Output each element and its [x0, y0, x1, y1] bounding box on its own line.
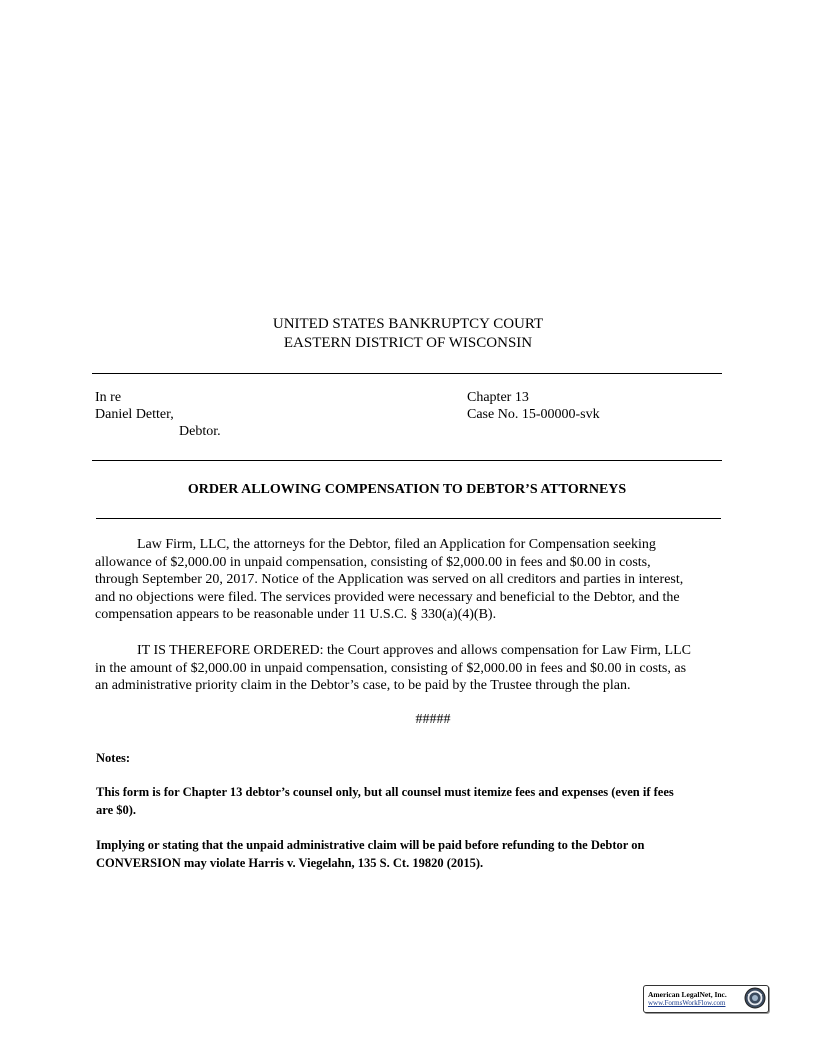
paragraph-line: Law Firm, LLC, the attorneys for the Debtor, filed an Application for Compensation seeking	[137, 537, 656, 552]
case-number: Case No. 15-00000-svk	[467, 407, 600, 422]
globe-icon	[744, 987, 766, 1009]
caption-right	[467, 389, 600, 423]
order-paragraph-1	[95, 536, 717, 624]
court-district: EASTERN DISTRICT OF WISCONSIN	[283, 335, 533, 351]
note-line: CONVERSION may violate Harris v. Viegelahn, 135 S. Ct. 19820 (2015).	[96, 856, 484, 870]
debtor-name: Daniel Detter,	[95, 407, 174, 422]
title-rule	[96, 518, 721, 519]
note-line: This form is for Chapter 13 debtor’s counsel only, but all counsel must itemize fees and expenses (even if fees	[96, 785, 674, 799]
paragraph-line: and no objections were filed. The services provided were necessary and beneficial to the Debtor, and the	[95, 589, 680, 605]
paragraph-line: allowance of $2,000.00 in unpaid compensation, consisting of $2,000.00 in fees and $0.00 in costs,	[95, 554, 651, 570]
note-2	[96, 836, 718, 872]
order-title: ORDER ALLOWING COMPENSATION TO DEBTOR’S ATTORNEYS	[187, 482, 627, 497]
order-paragraph-2	[95, 642, 717, 695]
chapter-label: Chapter 13	[467, 390, 529, 405]
publisher-logo[interactable]	[643, 985, 769, 1013]
paragraph-line: through September 20, 2017. Notice of the Application was served on all creditors and parties in interest,	[95, 572, 684, 588]
paragraph-line: an administrative priority claim in the Debtor’s case, to be paid by the Trustee through the plan.	[95, 678, 631, 694]
caption-top-rule	[92, 373, 722, 374]
note-line: are $0).	[96, 803, 137, 817]
caption-bottom-rule	[92, 460, 722, 461]
court-name: UNITED STATES BANKRUPTCY COURT	[272, 316, 544, 332]
note-1	[96, 783, 718, 819]
paragraph-line: IT IS THEREFORE ORDERED: the Court approves and allows compensation for Law Firm, LLC	[137, 643, 691, 658]
paragraph-line: in the amount of $2,000.00 in unpaid compensation, consisting of $2,000.00 in fees and $0.00 in costs, as	[95, 660, 687, 676]
publisher-url[interactable]: www.FormsWorkFlow.com	[648, 999, 726, 1007]
paragraph-line: compensation appears to be reasonable under 11 U.S.C. § 330(a)(4)(B).	[95, 607, 497, 623]
in-re-label: In re	[95, 390, 122, 405]
notes-heading: Notes:	[96, 751, 131, 765]
publisher-name: American LegalNet, Inc.	[648, 990, 727, 999]
debtor-label: Debtor.	[179, 424, 221, 439]
caption-left	[95, 389, 221, 440]
end-of-order-mark: #####	[415, 712, 451, 727]
court-heading	[0, 315, 816, 353]
note-line: Implying or stating that the unpaid administrative claim will be paid before refunding to the Debtor on	[96, 838, 645, 852]
